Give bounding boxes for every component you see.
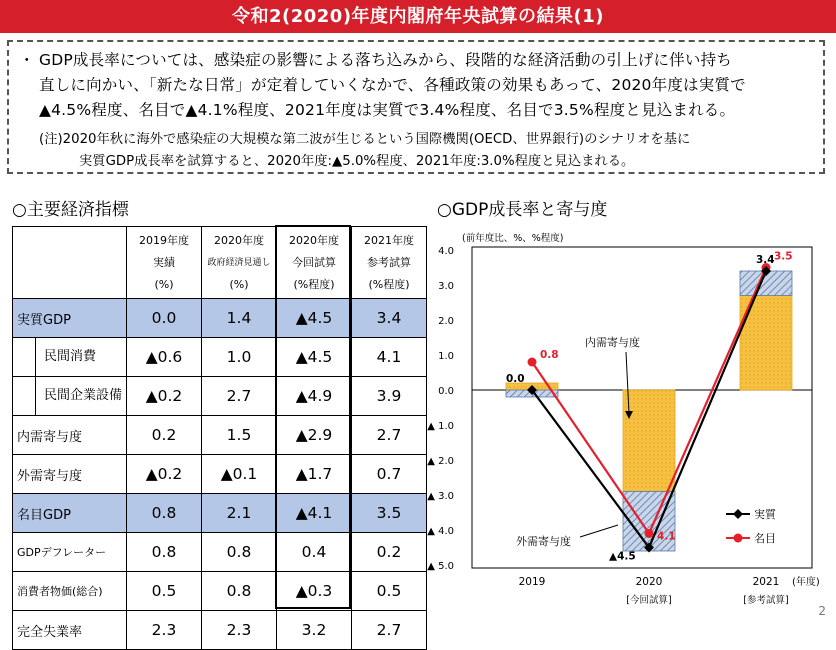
table-row bbox=[13, 338, 427, 377]
table-cell: ▲0.6 bbox=[127, 338, 202, 377]
table-row bbox=[13, 455, 427, 494]
y-tick-label: 1.0 bbox=[438, 351, 454, 362]
header-cell: 2020年度 政府経済見通し (%) bbox=[202, 227, 277, 299]
y-tick-label: ▲ 2.0 bbox=[427, 456, 454, 467]
gdp-growth-chart bbox=[420, 225, 830, 615]
table-cell: 3.5 bbox=[352, 494, 427, 533]
y-tick-label: 2.0 bbox=[438, 316, 454, 327]
real-data-label: ▲4.5 bbox=[609, 550, 636, 563]
x-tick-sublabel: [参考試算] bbox=[743, 595, 789, 606]
y-tick-label: 0.0 bbox=[438, 386, 454, 397]
table-row bbox=[13, 416, 427, 455]
row-label: 名目GDP bbox=[13, 494, 127, 533]
table-cell: 0.5 bbox=[127, 572, 202, 611]
row-label: 民間消費 bbox=[13, 338, 127, 377]
nominal-point bbox=[645, 529, 654, 538]
legend-real: 実質 bbox=[754, 508, 776, 521]
table-cell: 0.0 bbox=[127, 299, 202, 338]
table-section-title: ○主要経済指標 bbox=[12, 200, 129, 220]
table-row bbox=[13, 533, 427, 572]
row-label: 民間企業設備 bbox=[13, 377, 127, 416]
y-tick-label: 4.0 bbox=[438, 246, 454, 257]
table-row bbox=[13, 377, 427, 416]
row-label: 完全失業率 bbox=[13, 611, 127, 650]
annotation-line bbox=[580, 525, 618, 537]
summary-line: 直しに向かい、「新たな日常」が定着していくなかで、各種政策の効果もあって、2020年度は実質で bbox=[39, 76, 746, 94]
table-cell: 1.5 bbox=[202, 416, 277, 455]
table-cell: 0.5 bbox=[352, 572, 427, 611]
y-axis-label: (前年度比、%、%程度) bbox=[462, 233, 564, 244]
table-cell: 3.9 bbox=[352, 377, 427, 416]
nominal-data-label: 3.5 bbox=[774, 250, 793, 263]
x-tick-label: 2019 bbox=[518, 576, 546, 588]
table-cell: 4.1 bbox=[352, 338, 427, 377]
nominal-point bbox=[528, 358, 537, 367]
table-cell: ▲0.2 bbox=[127, 455, 202, 494]
table-cell: ▲4.9 bbox=[277, 377, 352, 416]
table-cell: ▲0.3 bbox=[277, 572, 352, 611]
real-data-label: 0.0 bbox=[506, 373, 525, 385]
table-cell: ▲0.2 bbox=[127, 377, 202, 416]
economic-indicators-table bbox=[12, 226, 427, 650]
table-cell: 2.7 bbox=[352, 416, 427, 455]
table-cell: 2.7 bbox=[202, 377, 277, 416]
nominal-data-label: 0.8 bbox=[540, 349, 559, 361]
real-data-label: 3.4 bbox=[756, 254, 775, 266]
table-cell: ▲1.7 bbox=[277, 455, 352, 494]
table-cell: ▲4.5 bbox=[277, 338, 352, 377]
header-blank-cell bbox=[13, 227, 127, 299]
table-cell: 0.8 bbox=[202, 572, 277, 611]
page-number: 2 bbox=[818, 604, 826, 618]
table-cell: 1.0 bbox=[202, 338, 277, 377]
table-cell: 2.3 bbox=[127, 611, 202, 650]
row-label: GDPデフレーター bbox=[13, 533, 127, 572]
table-cell: 0.2 bbox=[127, 416, 202, 455]
table-cell: 3.4 bbox=[352, 299, 427, 338]
x-tick-label: 2021 bbox=[752, 576, 780, 588]
table-cell: 0.8 bbox=[127, 533, 202, 572]
table-cell: 0.4 bbox=[277, 533, 352, 572]
chart-section-title: ○GDP成長率と寄与度 bbox=[437, 200, 608, 220]
table-cell: 3.2 bbox=[277, 611, 352, 650]
nominal-data-label: 4.1 bbox=[657, 530, 676, 543]
table-cell: ▲0.1 bbox=[202, 455, 277, 494]
table-cell: 0.2 bbox=[352, 533, 427, 572]
y-tick-label: ▲ 1.0 bbox=[427, 421, 454, 432]
x-axis-label: (年度) bbox=[792, 577, 820, 588]
x-tick-sublabel: [今回試算] bbox=[626, 595, 672, 606]
table-header-row bbox=[13, 227, 427, 299]
note-line: (注)2020年秋に海外で感染症の大規模な第二波が生じるという国際機関(OECD、世界銀行)のシナリオを基に bbox=[39, 132, 691, 147]
summary-bullet: ・ bbox=[19, 51, 35, 69]
row-label: 内需寄与度 bbox=[13, 416, 127, 455]
header-cell: 2020年度 今回試算 (%程度) bbox=[277, 227, 352, 299]
x-tick-label: 2020 bbox=[635, 576, 663, 588]
annotation-domestic: 内需寄与度 bbox=[585, 336, 640, 349]
header-cell: 2021年度 参考試算 (%程度) bbox=[352, 227, 427, 299]
y-tick-label: ▲ 4.0 bbox=[427, 526, 454, 537]
legend bbox=[726, 508, 777, 545]
table-cell: 0.7 bbox=[352, 455, 427, 494]
table-row bbox=[13, 494, 427, 533]
table-cell: 0.8 bbox=[127, 494, 202, 533]
summary-line: ▲4.5%程度、名目で▲4.1%程度、2021年度は実質で3.4%程度、名目で3.5%程度と見込まれる。 bbox=[39, 101, 736, 119]
row-label: 実質GDP bbox=[13, 299, 127, 338]
annotation-external: 外需寄与度 bbox=[516, 535, 571, 548]
legend-nominal: 名目 bbox=[754, 532, 776, 545]
table-cell: 2.7 bbox=[352, 611, 427, 650]
y-tick-label: 3.0 bbox=[438, 281, 454, 292]
table-cell: 1.4 bbox=[202, 299, 277, 338]
note-line: 実質GDP成長率を試算すると、2020年度:▲5.0%程度、2021年度:3.0%程度と見込まれる。 bbox=[79, 154, 635, 169]
y-tick-label: ▲ 3.0 bbox=[427, 491, 454, 502]
summary-line: GDP成長率については、感染症の影響による落ち込みから、段階的な経済活動の引上げに伴い持ち bbox=[39, 51, 732, 69]
table-row bbox=[13, 299, 427, 338]
row-label: 外需寄与度 bbox=[13, 455, 127, 494]
table-cell: 2.1 bbox=[202, 494, 277, 533]
table-cell: 0.8 bbox=[202, 533, 277, 572]
page-title: 令和2(2020)年度内閣府年央試算の結果(1) bbox=[0, 0, 836, 33]
row-label: 消費者物価(総合) bbox=[13, 572, 127, 611]
table-cell: 2.3 bbox=[202, 611, 277, 650]
summary-box bbox=[7, 40, 825, 174]
table-cell: ▲2.9 bbox=[277, 416, 352, 455]
table-row bbox=[13, 572, 427, 611]
header-cell: 2019年度 実績 (%) bbox=[127, 227, 202, 299]
y-tick-label: ▲ 5.0 bbox=[427, 561, 454, 572]
table-cell: ▲4.5 bbox=[277, 299, 352, 338]
table-row bbox=[13, 611, 427, 650]
table-cell: ▲4.1 bbox=[277, 494, 352, 533]
domestic-contribution-bar bbox=[623, 390, 675, 492]
